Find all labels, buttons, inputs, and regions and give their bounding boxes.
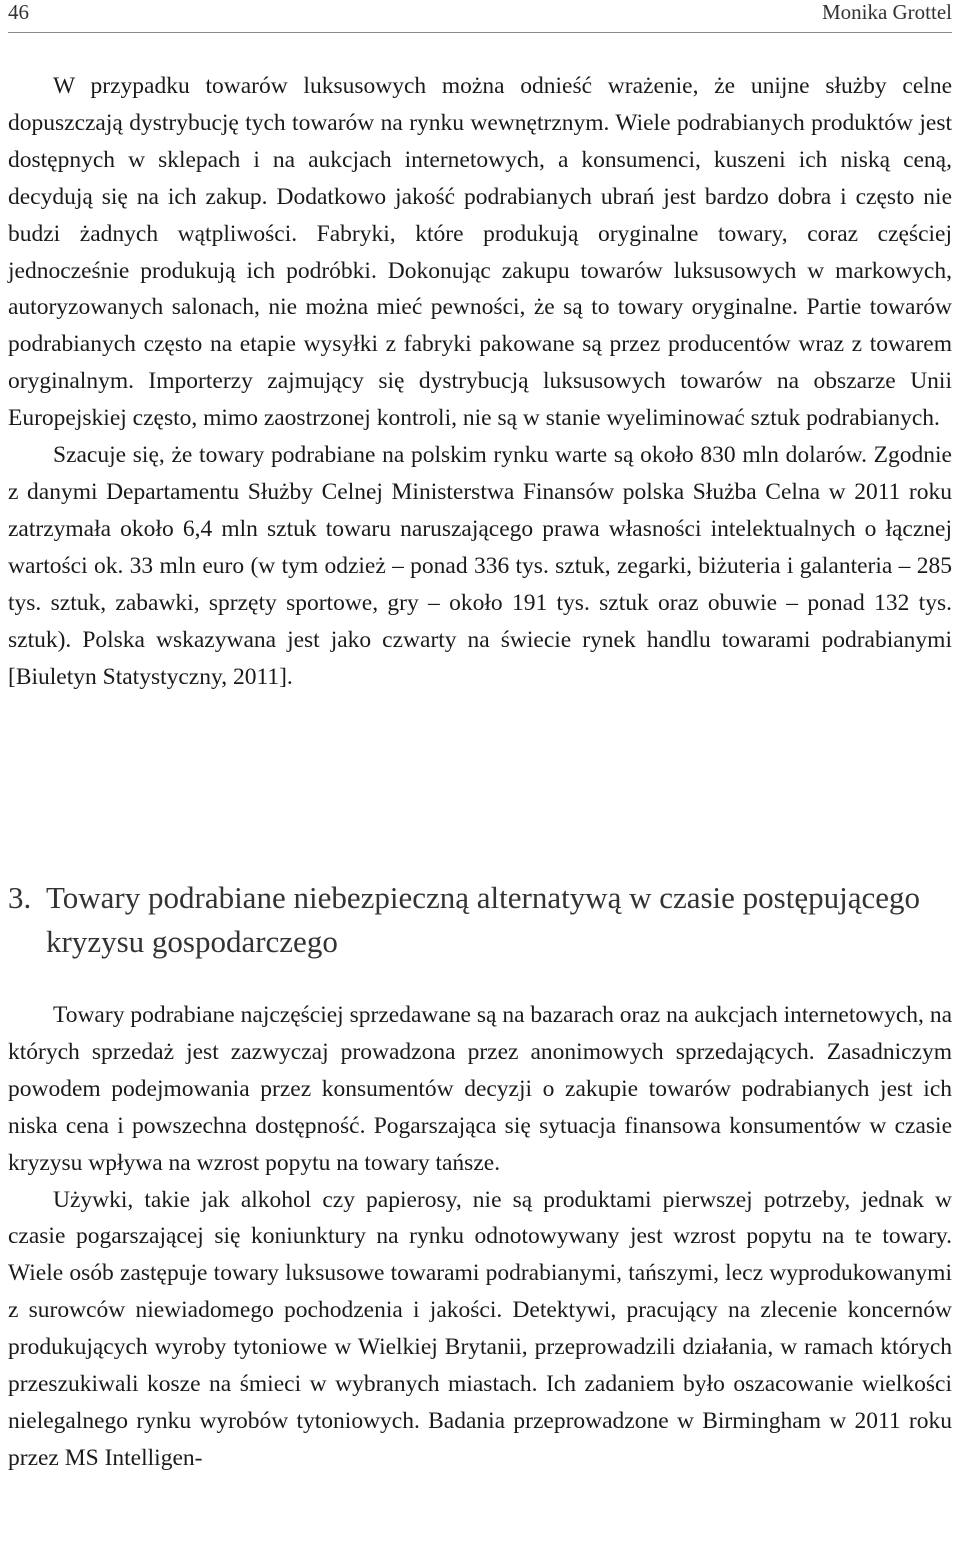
- paragraph: Towary podrabiane najczęściej sprzedawane są na bazarach oraz na aukcjach internetowych, na których sprzedaż jest zazwyczaj prowadzona przez anonimowych sprzedających. Zasadniczym powodem podejmowania przez konsumentów decyzji o zakupie towarów podrabianych jest ich niska cena i powszechna dostępność. Pogarszająca się sytuacja finansowa konsumentów w czasie kryzysu wpływa na wzrost popytu na towary tańsze.: [8, 1002, 952, 1176]
- section-heading: [8, 876, 952, 964]
- section-title: Towary podrabiane niebezpieczną alternatywą w czasie postępującego kryzysu gospodarczego: [46, 880, 921, 959]
- paragraph: Używki, takie jak alkohol czy papierosy, nie są produktami pierwszej potrzeby, jednak w czasie pogarszającej się koniunktury na rynku odnotowywany jest wzrost popytu na te towary. Wiele osób zastępuje towary luksusowe towarami podrabianymi, tańszymi, lecz wyprodukowanymi z surowców niewiadomego pochodzenia i jakości. Detektywi, pracujący na zlecenie koncernów produkujących wyroby tytoniowe w Wielkiej Brytanii, przeprowadzili działania, w ramach których przeszukiwali kosze na śmieci w wybranych miastach. Ich zadaniem było oszacowanie wielkości nielegalnego rynku wyrobów tytoniowych. Badania przeprowadzone w Birmingham w 2011 roku przez MS Intelligen-: [8, 1186, 952, 1471]
- running-author: Monika Grottel: [821, 0, 952, 24]
- paragraph: W przypadku towarów luksusowych można odnieść wrażenie, że unijne służby celne dopuszczają dystrybucję tych towarów na rynku wewnętrznym. Wiele podrabianych produktów jest dostępnych w sklepach i na aukcjach internetowych, a konsumenci, kuszeni ich niską ceną, decydują się na ich zakup. Dodatkowo jakość podrabianych ubrań jest bardzo dobra i często nie budzi żadnych wątpliwości. Fabryki, które produkują oryginalne towary, coraz częściej jednocześnie produkują ich podróbki. Dokonując zakupu towarów luksusowych w markowych, autoryzowanych salonach, nie można mieć pewności, że są to towary oryginalne. Partie towarów podrabianych często na etapie wysyłki z fabryki pakowane są przez producentów wraz z towarem oryginalnym. Importerzy zajmujący się dystrybucją luksusowych towarów na obszarze Unii Europejskiej często, mimo zaostrzonej kontroli, nie są w stanie wyeliminować sztuk podrabianych.: [8, 73, 952, 432]
- section-number: 3.: [8, 880, 32, 915]
- paragraph: Szacuje się, że towary podrabiane na polskim rynku warte są około 830 mln dolarów. Zgodnie z danymi Departamentu Służby Celnej Ministerstwa Finansów polska Służba Celna w 2011 roku zatrzymała około 6,4 mln sztuk towaru naruszającego prawa własności intelektualnych o łącznej wartości ok. 33 mln euro (w tym odzież – ponad 336 tys. sztuk, zegarki, biżuteria i galanteria – 285 tys. sztuk, zabawki, sprzęty sportowe, gry – około 191 tys. sztuk oraz obuwie – ponad 132 tys. sztuk). Polska wskazywana jest jako czwarty na świecie rynek handlu towarami podrabianymi [Biuletyn Statystyczny, 2011].: [8, 442, 952, 690]
- body-text-after-section: [8, 997, 952, 1477]
- page-number: 46: [8, 0, 29, 24]
- running-header: [8, 0, 952, 33]
- body-text-before-section: [8, 68, 952, 695]
